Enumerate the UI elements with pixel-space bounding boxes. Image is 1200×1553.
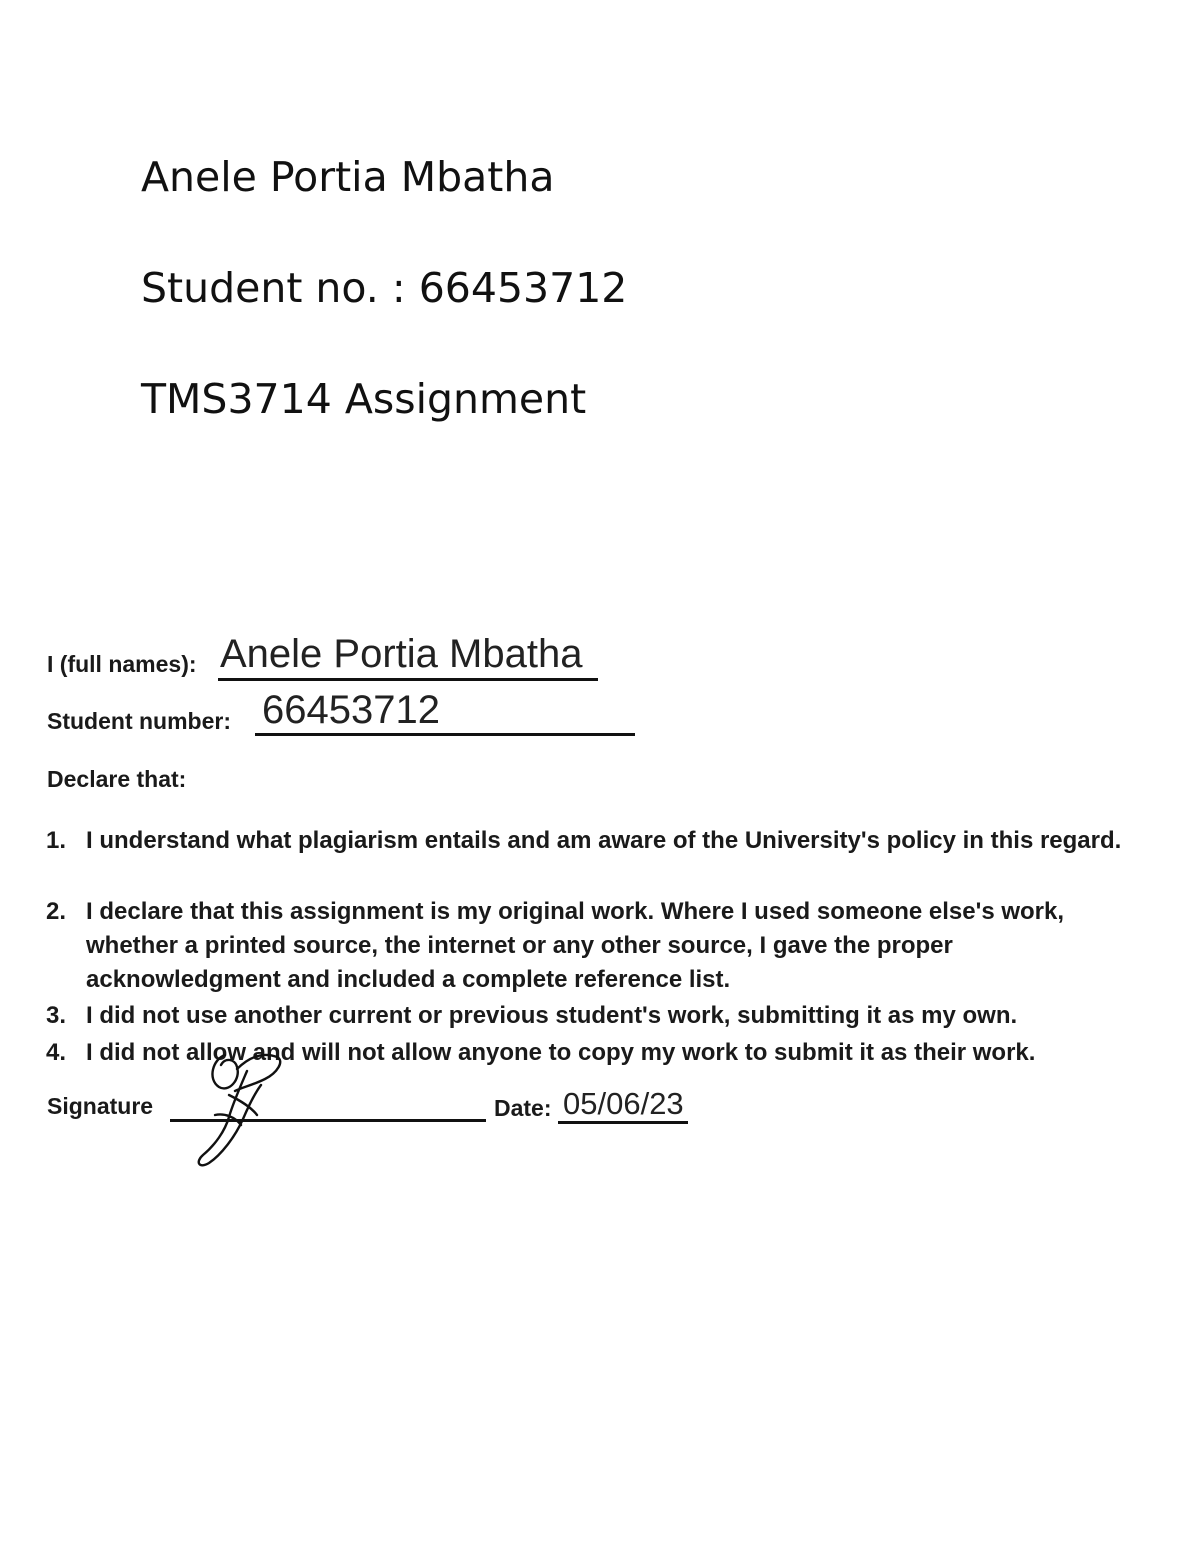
item-number: 4. (46, 1039, 67, 1066)
student-number-heading: Student no. : 66453712 (141, 264, 628, 312)
full-names-label: I (full names): (47, 651, 197, 677)
item-text: I declare that this assignment is my original work. Where I used someone else's work, whether a printed source, the internet or any other source, I gave the proper acknowledgment and included a complete reference list. (86, 898, 1065, 993)
student-number-label: Student number: (47, 708, 231, 734)
date-underline (558, 1121, 688, 1124)
declaration-item (46, 895, 1146, 997)
student-number-value: 66453712 (262, 688, 440, 732)
date-value: 05/06/23 (563, 1086, 684, 1121)
full-names-value: Anele Portia Mbatha (220, 632, 583, 676)
item-text: I understand what plagiarism entails and am aware of the University's policy in this regard. (86, 827, 1122, 854)
item-text: I did not use another current or previous student's work, submitting it as my own. (86, 1002, 1018, 1029)
declare-label: Declare that: (47, 766, 187, 792)
author-name: Anele Portia Mbatha (141, 153, 555, 201)
handwritten-signature (185, 1045, 305, 1170)
full-names-underline (218, 678, 598, 681)
assignment-title: TMS3714 Assignment (141, 375, 587, 423)
date-label: Date: (494, 1095, 552, 1121)
item-number: 1. (46, 827, 67, 854)
signature-label: Signature (47, 1093, 154, 1119)
declaration-item (46, 824, 1146, 892)
declaration-item (46, 999, 1146, 1033)
item-text: I did not allow and will not allow anyone to copy my work to submit it as their work. (86, 1039, 1036, 1066)
item-number: 2. (46, 898, 67, 925)
student-number-underline (255, 733, 635, 736)
item-number: 3. (46, 1002, 67, 1029)
